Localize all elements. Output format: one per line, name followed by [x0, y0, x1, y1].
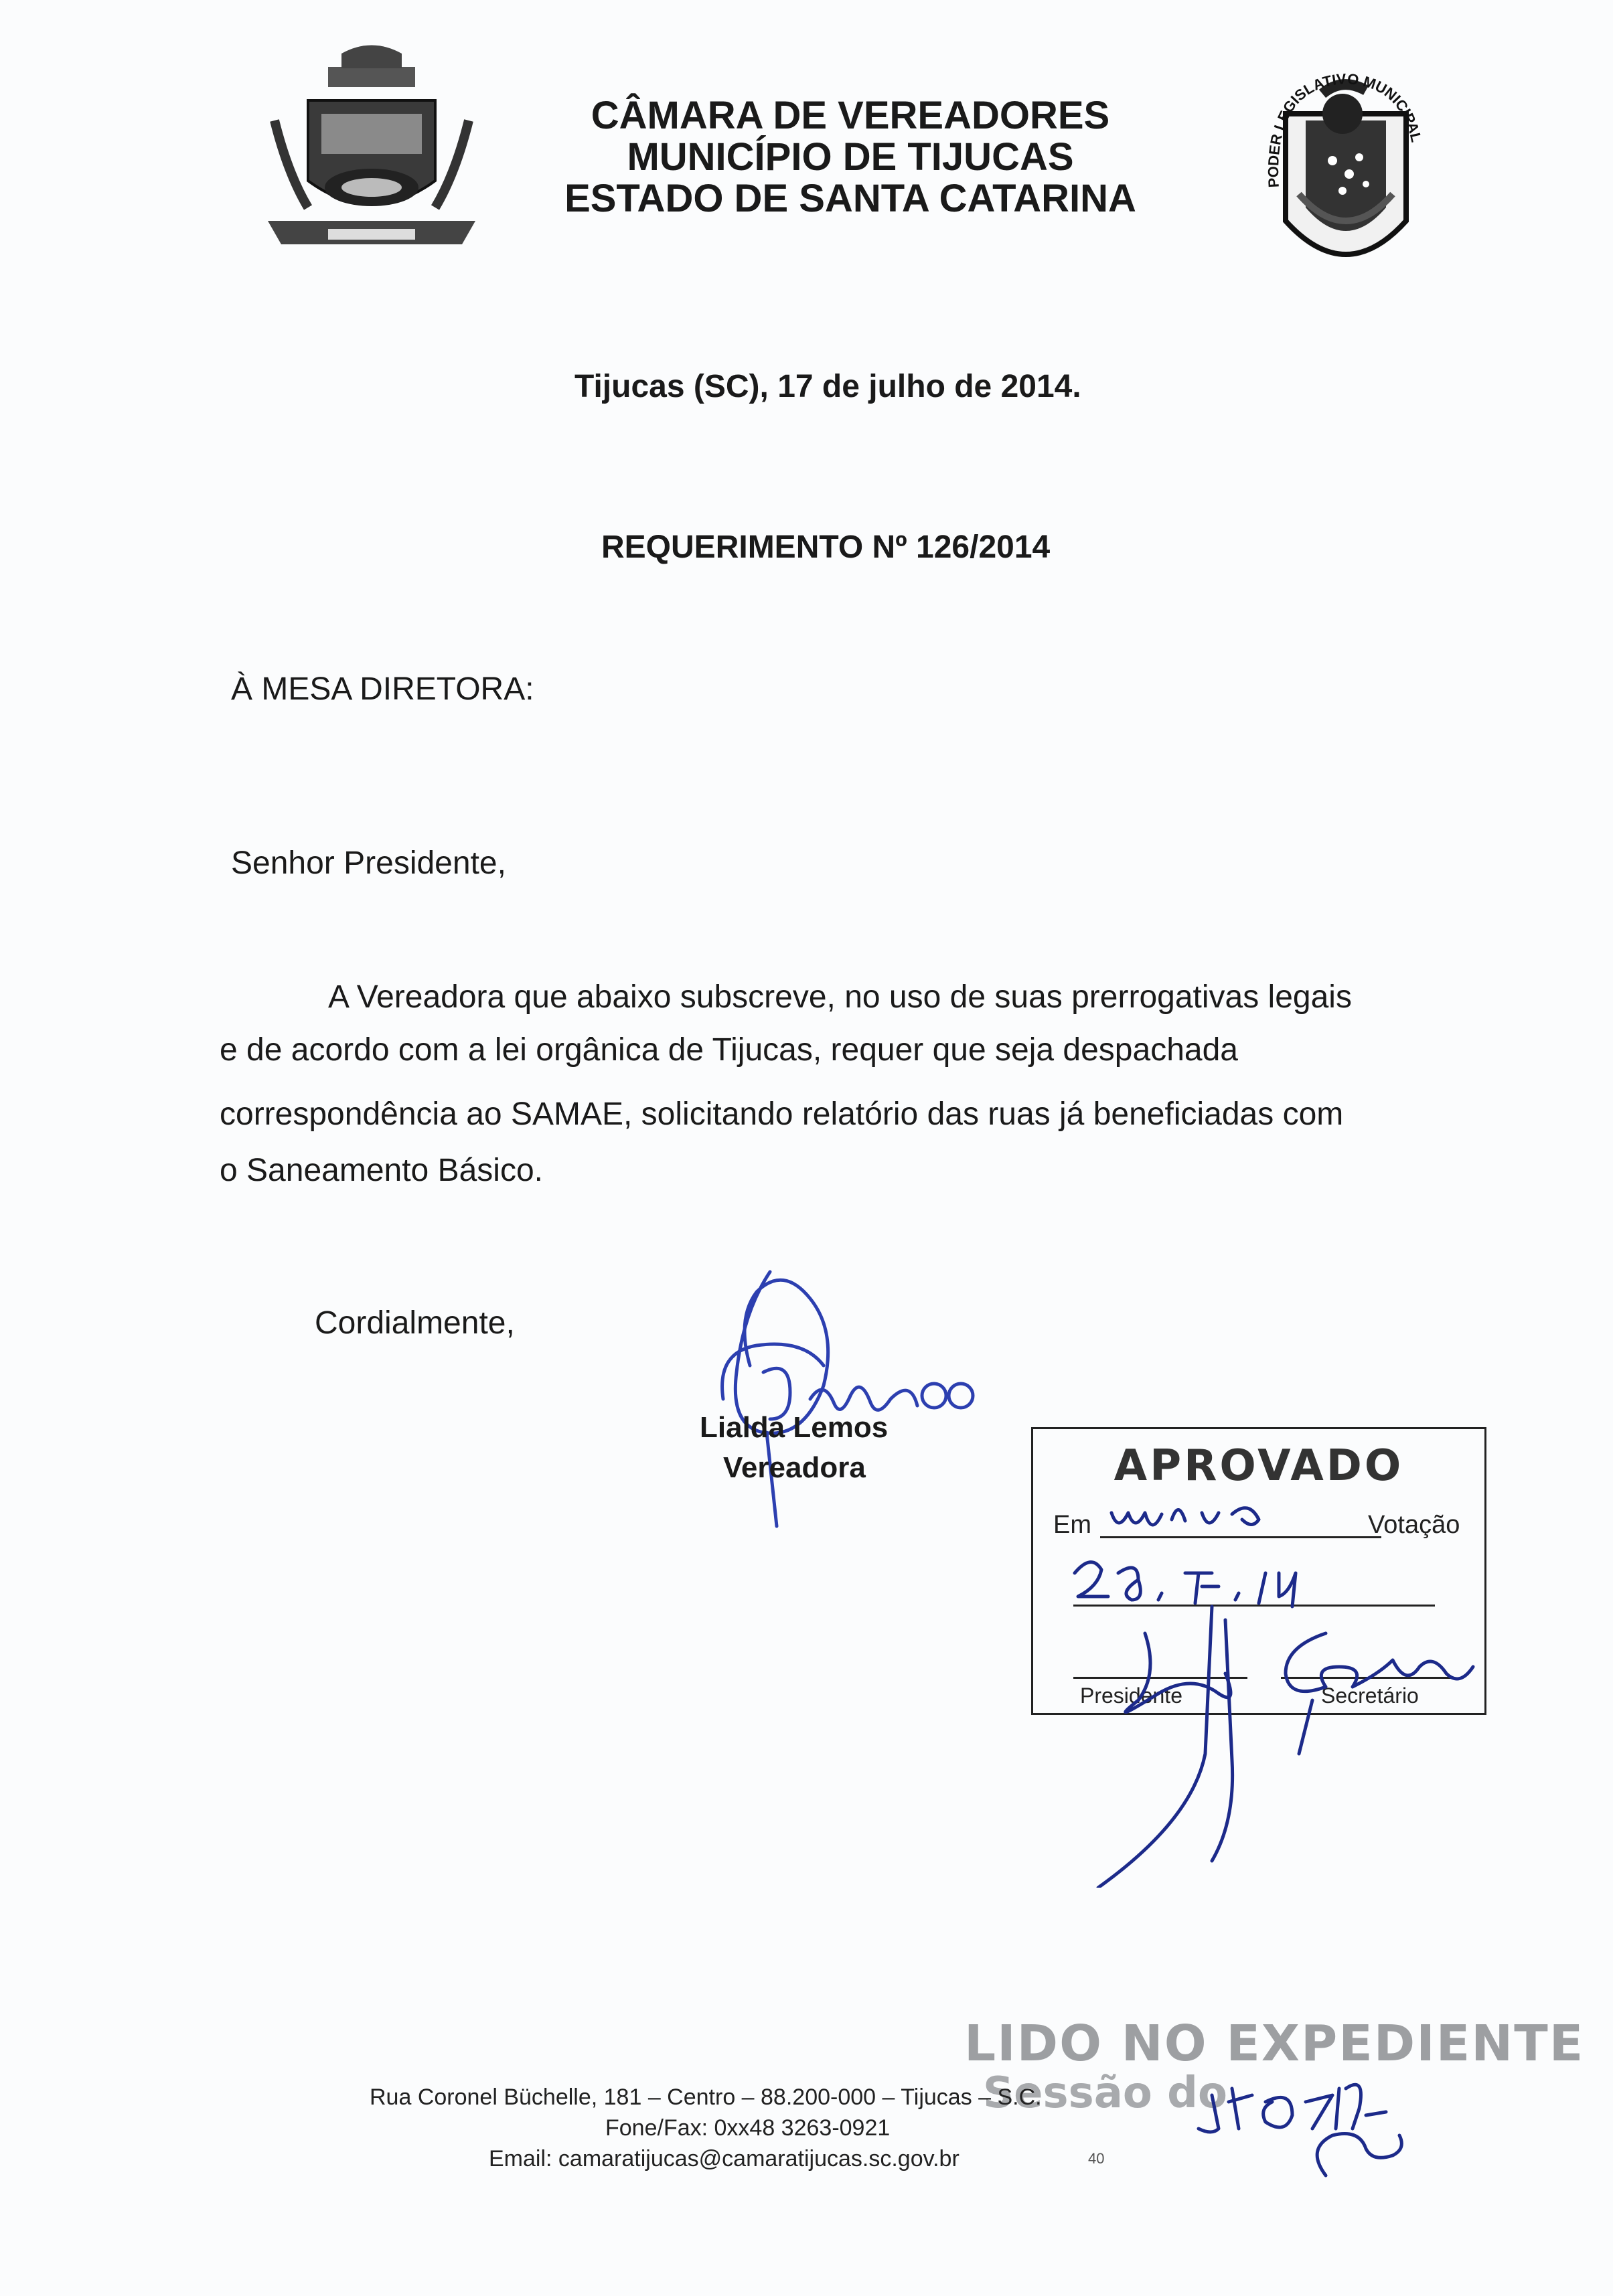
- footer-address: Rua Coronel Büchelle, 181 – Centro – 88.200-000 – Tijucas – S.C.: [370, 2084, 1042, 2110]
- addressee: À MESA DIRETORA:: [231, 671, 534, 707]
- stamp-secretario-label: Secretário: [1321, 1684, 1419, 1708]
- date-line: Tijucas (SC), 17 de julho de 2014.: [574, 369, 1081, 404]
- stamp-handwriting: [937, 1473, 1507, 1888]
- seal-arc-text: PODER LEGISLATIVO MUNICIPAL: [1265, 74, 1426, 188]
- stamp-votacao-label: Votação: [1368, 1511, 1460, 1539]
- footer-phone: Fone/Fax: 0xx48 3263-0921: [605, 2115, 891, 2141]
- paragraph-line-2: e de acordo com a lei orgânica de Tijucas, requer que seja despachada: [220, 1032, 1238, 1068]
- signer-name: Lialda Lemos: [700, 1411, 889, 1444]
- legislative-seal: [1259, 74, 1433, 295]
- municipal-coat-of-arms: [261, 40, 482, 261]
- reading-stamp-handwriting: [1192, 2055, 1433, 2182]
- header-chamber-name: CÂMARA DE VEREADORES: [591, 94, 1110, 137]
- document-title: REQUERIMENTO Nº 126/2014: [601, 529, 1051, 565]
- stamp-em-label: Em: [1053, 1511, 1091, 1539]
- footer-email: Email: camaratijucas@camaratijucas.sc.gov.br: [489, 2146, 959, 2171]
- paragraph-line-1: A Vereadora que abaixo subscreve, no uso de suas prerrogativas legais: [328, 979, 1352, 1015]
- signer-role: Vereadora: [723, 1451, 866, 1484]
- page-mark: 40: [1088, 2150, 1105, 2167]
- closing: Cordialmente,: [315, 1305, 515, 1341]
- reading-stamp-session: Sessão do: [983, 2068, 1227, 2118]
- paragraph-line-3: correspondência ao SAMAE, solicitando relatório das ruas já beneficiadas com: [220, 1096, 1344, 1132]
- header-municipality: MUNICÍPIO DE TIJUCAS: [627, 135, 1074, 179]
- stamp-approved-title: APROVADO: [1113, 1441, 1404, 1491]
- reading-stamp-title: LIDO NO EXPEDIENTE: [964, 2015, 1585, 2072]
- stamp-presidente-label: Presidente: [1080, 1684, 1182, 1708]
- header-state: ESTADO DE SANTA CATARINA: [564, 177, 1136, 220]
- paragraph-line-4: o Saneamento Básico.: [220, 1153, 543, 1188]
- salutation: Senhor Presidente,: [231, 845, 506, 881]
